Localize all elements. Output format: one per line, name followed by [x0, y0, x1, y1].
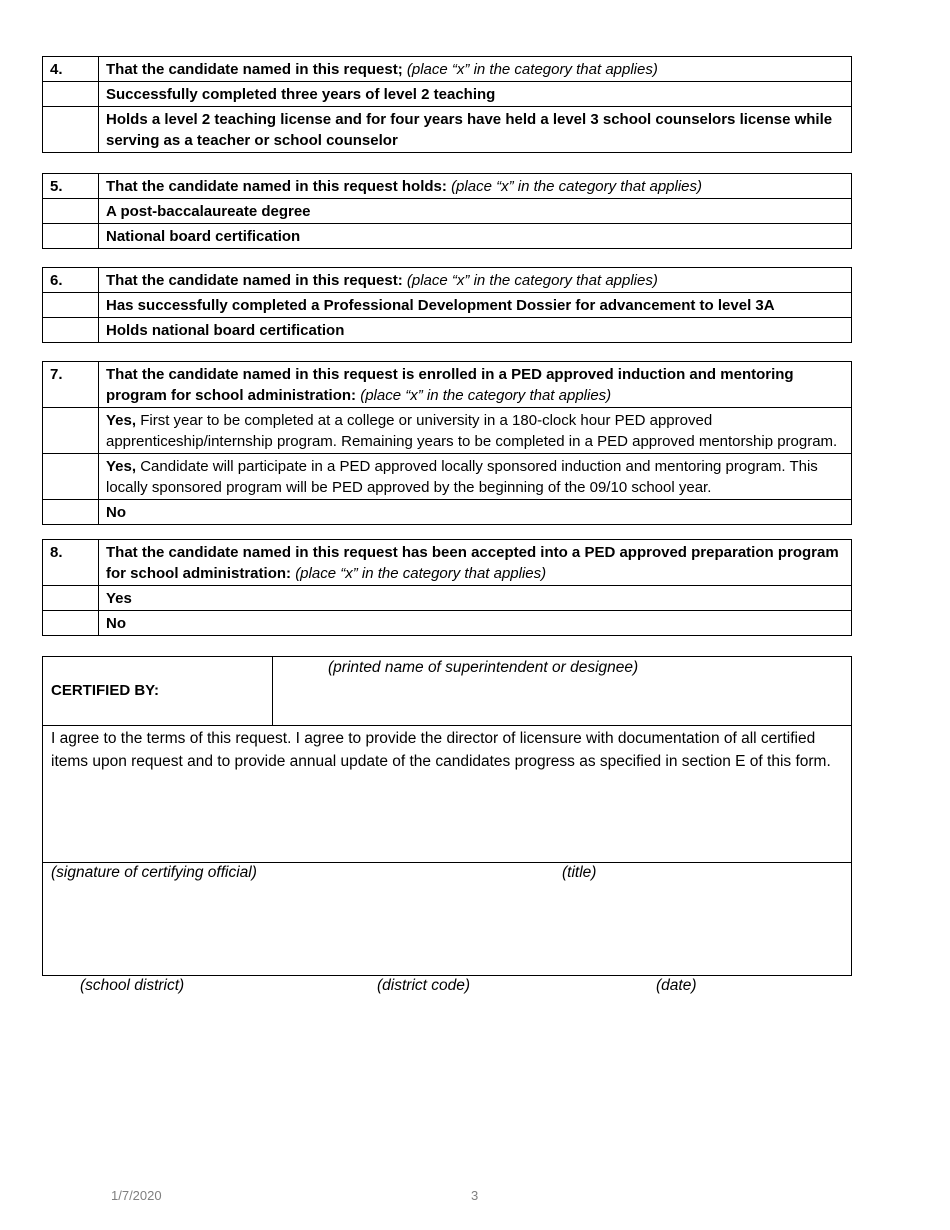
checkbox-cell[interactable] [43, 611, 99, 636]
checkbox-cell[interactable] [43, 408, 99, 454]
district-code-field[interactable]: (district code) [377, 977, 471, 994]
option-label: National board certification [99, 224, 852, 249]
footer-date: 1/7/2020 [111, 1188, 162, 1203]
section-header: That the candidate named in this request: (place “x” in the category that applies) [99, 268, 852, 293]
certified-by-label: CERTIFIED BY: [51, 682, 160, 699]
school-district-field[interactable]: (school district) [80, 977, 185, 994]
option-label: No [99, 500, 852, 525]
section-number: 8. [43, 540, 99, 586]
option-label: Successfully completed three years of level 2 teaching [99, 82, 852, 107]
title-field[interactable]: (title) [562, 864, 597, 881]
section-6-table [42, 267, 852, 343]
checkbox-cell[interactable] [43, 586, 99, 611]
option-label: A post-baccalaureate degree [99, 199, 852, 224]
section-header: That the candidate named in this request holds: (place “x” in the category that applies) [99, 174, 852, 199]
option-label: Yes, First year to be completed at a college or university in a 180-clock hour PED approved apprenticeship/internship program. Remaining years to be completed in a PED approved mentorship program. [99, 408, 852, 454]
option-label: Yes, Candidate will participate in a PED approved locally sponsored induction and mentoring program. This locally sponsored program will be PED approved by the beginning of the 09/10 school year. [99, 454, 852, 500]
section-header: That the candidate named in this request has been accepted into a PED approved preparation program for school administration: (place “x” in the category that applies) [99, 540, 852, 586]
checkbox-cell[interactable] [43, 318, 99, 343]
agreement-text: I agree to the terms of this request. I agree to provide the director of licensure with documentation of all certified items upon request and to provide annual update of the candidates progress as specified in section E of this form. [51, 730, 831, 770]
option-label: Has successfully completed a Professional Development Dossier for advancement to level 3A [99, 293, 852, 318]
checkbox-cell[interactable] [43, 454, 99, 500]
page-number: 3 [471, 1188, 479, 1203]
section-header: That the candidate named in this request is enrolled in a PED approved induction and mentoring program for school administration: (place “x” in the category that applies) [99, 362, 852, 408]
checkbox-cell[interactable] [43, 82, 99, 107]
section-7-table [42, 361, 852, 525]
checkbox-cell[interactable] [43, 293, 99, 318]
date-field[interactable]: (date) [656, 977, 697, 994]
option-label: No [99, 611, 852, 636]
signature-divider [43, 862, 851, 863]
signature-field[interactable]: (signature of certifying official) [51, 864, 257, 881]
section-number: 5. [43, 174, 99, 199]
option-label: Holds national board certification [99, 318, 852, 343]
certification-box [42, 656, 852, 976]
printed-name-field[interactable]: (printed name of superintendent or designee) [328, 659, 639, 676]
checkbox-cell[interactable] [43, 224, 99, 249]
option-label: Yes [99, 586, 852, 611]
section-5-table [42, 173, 852, 249]
certified-by-row [43, 657, 851, 726]
checkbox-cell[interactable] [43, 107, 99, 153]
section-number: 7. [43, 362, 99, 408]
certified-by-label-cell [43, 657, 273, 725]
checkbox-cell[interactable] [43, 199, 99, 224]
section-8-table [42, 539, 852, 636]
section-4-table [42, 56, 852, 153]
section-number: 6. [43, 268, 99, 293]
checkbox-cell[interactable] [43, 500, 99, 525]
option-label: Holds a level 2 teaching license and for four years have held a level 3 school counselors license while serving as a teacher or school counselor [99, 107, 852, 153]
section-number: 4. [43, 57, 99, 82]
section-header: That the candidate named in this request; (place “x” in the category that applies) [99, 57, 852, 82]
